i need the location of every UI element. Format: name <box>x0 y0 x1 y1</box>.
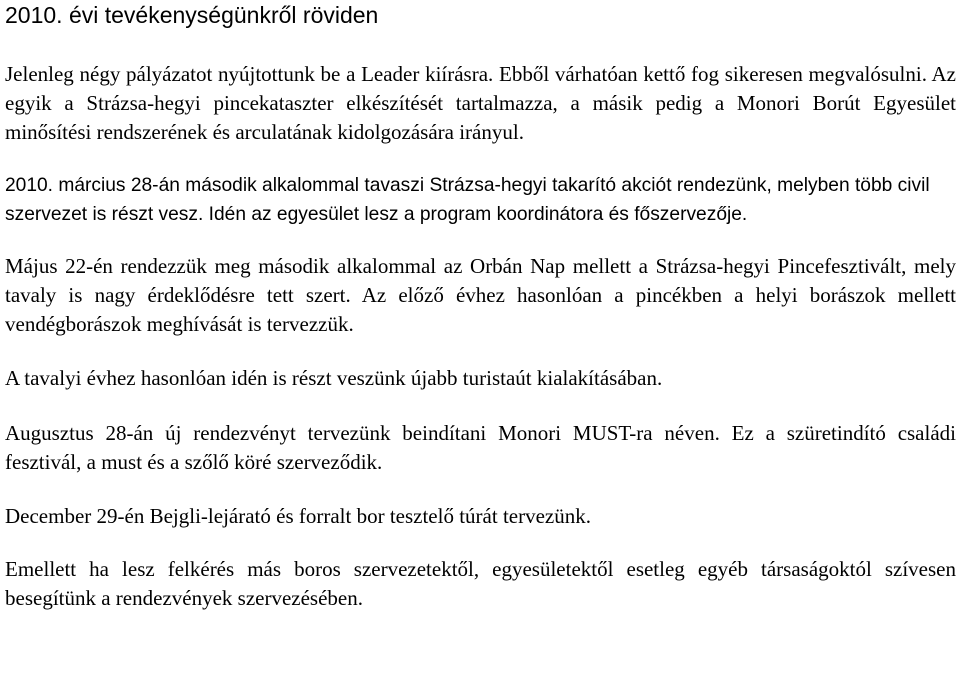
paragraph-tourist-trail: A tavalyi évhez hasonlóan idén is részt veszünk újabb turistaút kialakításában. <box>5 366 663 390</box>
paragraph-december-tour: December 29-én Bejgli-lejárató és forralt bor tesztelő túrát tervezünk. <box>5 504 591 528</box>
paragraph-other-events: Emellett ha lesz felkérés más boros szervezetektől, egyesületektől esetleg egyéb társaságoktól szívesen besegítünk a rendezvények szervezésében. <box>5 557 956 610</box>
paragraph-must-festival: Augusztus 28-án új rendezvényt tervezünk beindítani Monori MUST-ra néven. Ez a szüretindító családi fesztivál, a must és a szőlő köré szerveződik. <box>5 421 956 474</box>
paragraph-cellar-festival: Május 22-én rendezzük meg második alkalommal az Orbán Nap mellett a Strázsa-hegyi Pincefesztivált, mely tavaly is nagy érdeklődésre tett szert. Az előző évhez hasonlóan a pincékben a helyi borászok mellett vendégborászok meghívását is tervezzük. <box>5 254 956 336</box>
paragraph-leader-applications: Jelenleg négy pályázatot nyújtottunk be a Leader kiírásra. Ebből várhatóan kettő fog sikeresen megvalósulni. Az egyik a Strázsa-hegyi pincekataszter elkészítését tartalmazza, a másik pedig a Monori Borút Egyesület minősítési rendszerének és arculatának kidolgozására irányul. <box>5 62 956 144</box>
document-page <box>5 0 956 613</box>
page-title: 2010. évi tevékenységünkről röviden <box>5 2 379 28</box>
paragraph-cleanup-action: 2010. március 28-án második alkalommal tavaszi Strázsa-hegyi takarító akciót rendezünk, melyben több civil szervezet is részt vesz. Idén az egyesület lesz a program koordinátora és főszervezője. <box>5 175 930 225</box>
